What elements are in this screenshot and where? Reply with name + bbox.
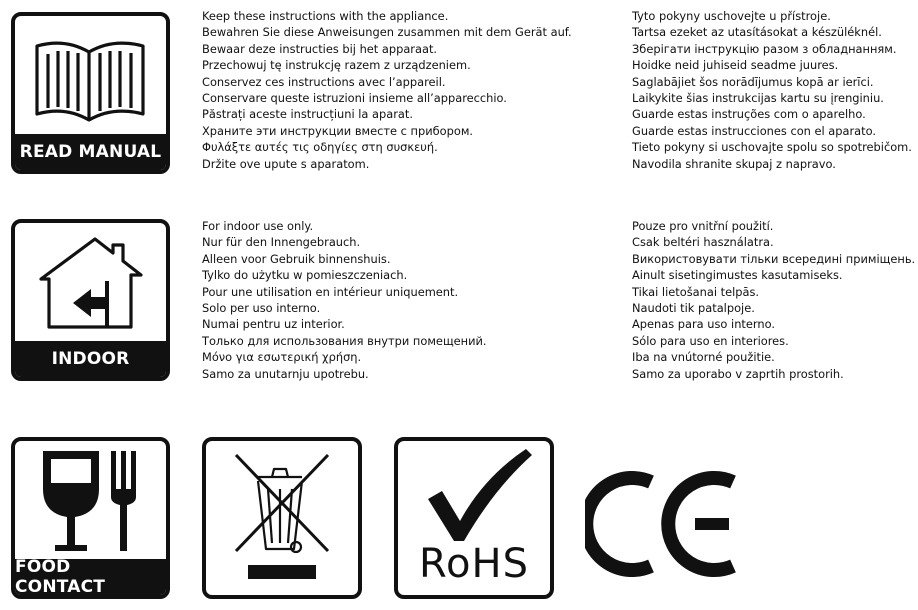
- crossed-bin-icon: [206, 441, 358, 595]
- rohs-label: RoHS: [419, 541, 529, 587]
- ce-mark-icon: [585, 468, 745, 580]
- text-line: Przechowuj tę instrukcję razem z urządzeniem.: [202, 58, 471, 73]
- text-line: Pour une utilisation en intérieur uniquement.: [202, 284, 459, 299]
- read-manual-text-right: [632, 8, 912, 172]
- text-line: Conservez ces instructions avec l’appareil.: [202, 74, 446, 89]
- indoor-icon: [11, 219, 170, 381]
- text-line: Conservare queste istruzioni insieme all’apparecchio.: [202, 90, 507, 105]
- food-contact-label: FOOD CONTACT: [15, 559, 166, 595]
- text-line: Numai pentru uz interior.: [202, 317, 345, 332]
- text-line: Pouze pro vnitřní použití.: [632, 219, 774, 233]
- read-manual-label: READ MANUAL: [15, 134, 166, 170]
- text-line: Tartsa ezeket az utasításokat a készüléknél.: [632, 25, 882, 40]
- text-line: Guarde estas instruções com o aparelho.: [632, 107, 866, 122]
- text-line: Tylko do użytku w pomieszczeniach.: [202, 268, 408, 283]
- text-line: Držite ove upute s aparatom.: [202, 156, 370, 171]
- text-line: Только для использования внутри помещений.: [202, 333, 487, 348]
- text-line: Bewahren Sie diese Anweisungen zusammen mit dem Gerät auf.: [202, 25, 572, 40]
- text-line: Hoidke neid juhiseid seadme juures.: [632, 58, 839, 73]
- text-line: Saglabājiet šos norādījumus kopā ar ierīci.: [632, 74, 874, 89]
- text-line: Sólo para uso en interiores.: [632, 333, 789, 348]
- read-manual-icon: [11, 12, 170, 174]
- text-line: Використовувати тільки всередині приміщень.: [632, 251, 916, 266]
- text-line: Ainult sisetingimustes kasutamiseks.: [632, 268, 843, 283]
- text-line: Solo per uso interno.: [202, 300, 321, 315]
- text-line: Μόνο για εσωτερική χρήση.: [202, 350, 362, 365]
- text-line: Tikai lietošanai telpās.: [632, 284, 760, 299]
- text-line: Φυλάξτε αυτές τις οδηγίες στη συσκευή.: [202, 140, 438, 155]
- text-line: Храните эти инструкции вместе с прибором.: [202, 123, 474, 138]
- text-line: Зберігати інструкцію разом з обладнанням.: [632, 41, 897, 56]
- read-manual-text-left: [202, 8, 572, 172]
- text-line: Naudoti tik patalpoje.: [632, 300, 755, 315]
- indoor-label: INDOOR: [15, 341, 166, 377]
- text-line: Guarde estas instrucciones con el aparato.: [632, 123, 877, 138]
- text-line: For indoor use only.: [202, 219, 314, 233]
- text-line: Keep these instructions with the appliance.: [202, 9, 449, 23]
- indoor-text-right: [632, 218, 915, 382]
- indoor-text-left: [202, 218, 487, 382]
- text-line: Iba na vnútorné použitie.: [632, 350, 775, 365]
- text-line: Samo za unutarnju upotrebu.: [202, 366, 369, 381]
- text-line: Păstrați aceste instrucțiuni la aparat.: [202, 107, 413, 122]
- text-line: Samo za uporabo v zaprtih prostorih.: [632, 366, 844, 381]
- text-line: Apenas para uso interno.: [632, 317, 775, 332]
- text-line: Alleen voor Gebruik binnenshuis.: [202, 251, 391, 266]
- text-line: Nur für den Innengebrauch.: [202, 235, 361, 250]
- rohs-icon: [394, 437, 554, 599]
- ce-mark: [585, 468, 745, 580]
- text-line: Bewaar deze instructies bij het apparaat.: [202, 41, 438, 56]
- text-line: Navodila shranite skupaj z napravo.: [632, 156, 836, 171]
- text-line: Tyto pokyny uschovejte u přístroje.: [632, 9, 831, 23]
- weee-bin-icon: [202, 437, 362, 599]
- text-line: Tieto pokyny si uschovajte spolu so spotrebičom.: [632, 140, 912, 155]
- food-contact-icon: [11, 437, 170, 599]
- text-line: Laikykite šias instrukcijas kartu su įrenginiu.: [632, 90, 884, 105]
- text-line: Csak beltéri használatra.: [632, 235, 774, 250]
